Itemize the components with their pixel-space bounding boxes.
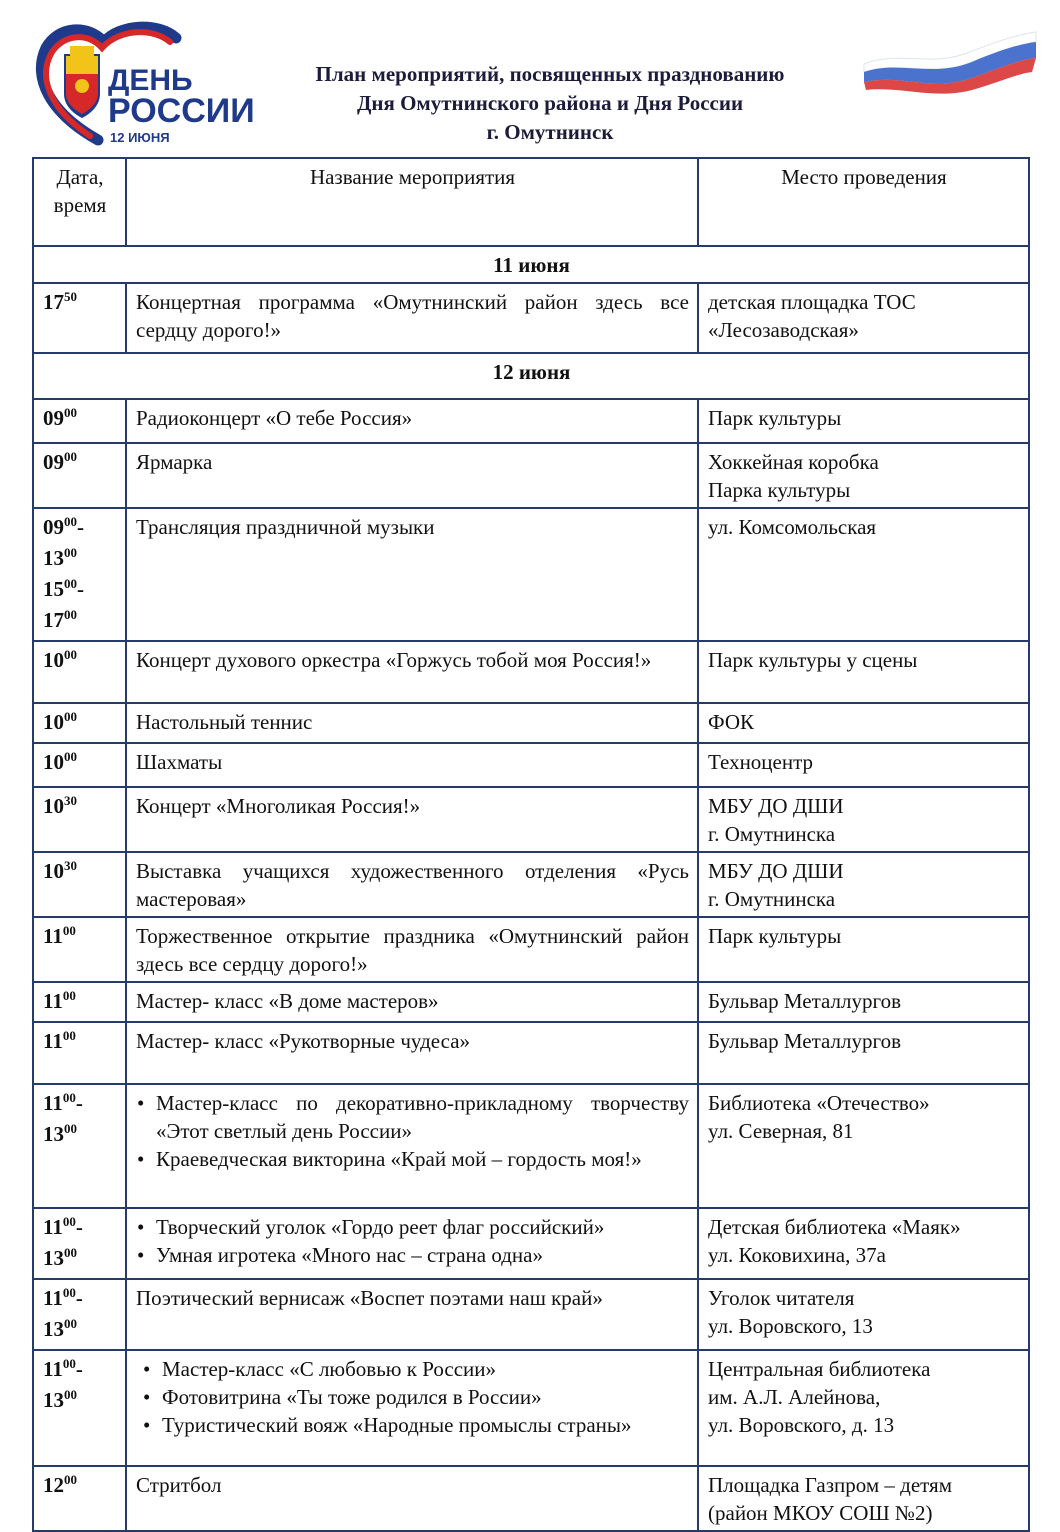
logo-line2: РОССИИ xyxy=(108,92,255,130)
table-row xyxy=(33,283,1029,353)
header-date-time xyxy=(33,158,126,246)
time-range xyxy=(43,1120,117,1151)
header-time-line: время xyxy=(53,193,107,217)
event-name: Радиоконцерт «О тебе Россия» xyxy=(126,399,698,443)
event-name: Поэтический вернисаж «Воспет поэтами наш край» xyxy=(126,1279,698,1350)
time-minutes: 00 xyxy=(64,1121,77,1136)
list-item: • Мастер-класс по декоративно-прикладному творчеству «Этот светлый день России» xyxy=(156,1089,689,1145)
time-hours: 09 xyxy=(43,515,64,539)
place-line: ул. Северная, 81 xyxy=(708,1119,854,1143)
time-minutes: 00 xyxy=(64,1472,77,1487)
time-minutes: 00 xyxy=(62,923,76,938)
event-place xyxy=(698,1208,1029,1279)
document-title xyxy=(220,60,880,147)
logo-line3: 12 ИЮНЯ xyxy=(110,130,170,145)
event-place xyxy=(698,852,1029,917)
place-line: ул. Воровского, д. 13 xyxy=(708,1413,895,1437)
table-row xyxy=(33,703,1029,743)
event-name xyxy=(126,1208,698,1279)
table-row xyxy=(33,1350,1029,1466)
place-line: Парка культуры xyxy=(708,478,851,502)
place-line: МБУ ДО ДШИ xyxy=(708,859,844,883)
time-cell xyxy=(33,703,126,743)
time-hours: 10 xyxy=(43,710,64,734)
table-row xyxy=(33,443,1029,508)
time-minutes: 00 xyxy=(64,1316,77,1331)
event-place: Бульвар Металлургов xyxy=(698,1022,1029,1084)
list-item: • Творческий уголок «Гордо реет флаг российский» xyxy=(156,1213,689,1241)
time-range xyxy=(43,606,117,637)
list-item: • Умная игротека «Много нас – страна одна» xyxy=(156,1241,689,1269)
time-minutes: 00 xyxy=(62,1356,76,1371)
day-label: 11 июня xyxy=(33,246,1029,283)
time-minutes: 00 xyxy=(64,1245,77,1260)
event-place xyxy=(698,1466,1029,1531)
day-row xyxy=(33,353,1029,399)
time-hours: 13 xyxy=(43,1317,64,1341)
event-name: Настольный теннис xyxy=(126,703,698,743)
time-range: $11^{00}-$ xyxy=(43,1214,83,1239)
event-place: Парк культуры xyxy=(698,399,1029,443)
place-line: «Лесозаводская» xyxy=(708,318,859,342)
table-row xyxy=(33,1208,1029,1279)
place-line: Детская библиотека «Маяк» xyxy=(708,1215,961,1239)
time-cell xyxy=(33,1279,126,1350)
title-line-1: План мероприятий, посвященных празднованию xyxy=(315,62,785,86)
time-range: $11^{00}-$ xyxy=(43,1356,83,1381)
time-minutes: 00 xyxy=(64,1387,77,1402)
time-range xyxy=(43,544,117,575)
time-hours: 11 xyxy=(43,1357,63,1381)
table-row xyxy=(33,508,1029,641)
table-row xyxy=(33,787,1029,852)
event-place: ФОК xyxy=(698,703,1029,743)
event-place xyxy=(698,1350,1029,1466)
time-minutes: 00 xyxy=(64,449,77,464)
time-hours: 17 xyxy=(43,290,64,314)
day-row xyxy=(33,246,1029,283)
time-cell xyxy=(33,1084,126,1208)
event-place: ул. Комсомольская xyxy=(698,508,1029,641)
event-name: Концерт духового оркестра «Горжусь тобой моя Россия!» xyxy=(126,641,698,703)
time-range: $11^{00}-$ xyxy=(43,1090,83,1115)
event-name: Концерт «Многоликая Россия!» xyxy=(126,787,698,852)
time-hours: 13 xyxy=(43,1246,64,1270)
event-list xyxy=(136,1213,689,1269)
place-line: детская площадка ТОС xyxy=(708,290,916,314)
time-minutes: 00 xyxy=(64,647,77,662)
header-date-line: Дата, xyxy=(56,165,104,189)
time-hours: 11 xyxy=(43,1091,63,1115)
title-line-2: Дня Омутнинского района и Дня России xyxy=(356,91,744,115)
time-cell xyxy=(33,917,126,982)
time-minutes: 00 xyxy=(64,576,77,591)
event-place: Техноцентр xyxy=(698,743,1029,787)
time-minutes: 00 xyxy=(62,1090,76,1105)
place-line: Хоккейная коробка xyxy=(708,450,879,474)
time-hours: 10 xyxy=(43,859,64,883)
place-line: Площадка Газпром – детям xyxy=(708,1473,952,1497)
header-place: Место проведения xyxy=(698,158,1029,246)
event-list xyxy=(136,1089,689,1173)
time-hours: 11 xyxy=(43,1215,63,1239)
time-hours: 13 xyxy=(43,1122,64,1146)
table-row xyxy=(33,982,1029,1022)
event-name: Мастер- класс «Рукотворные чудеса» xyxy=(126,1022,698,1084)
event-place xyxy=(698,787,1029,852)
table-row xyxy=(33,852,1029,917)
event-list xyxy=(136,1355,689,1439)
place-line: г. Омутнинска xyxy=(708,887,836,911)
russian-flag-ribbon-icon xyxy=(860,28,1040,100)
time-range xyxy=(43,1315,117,1346)
time-range: $15^{00}-$ xyxy=(43,576,84,601)
place-line: Библиотека «Отечество» xyxy=(708,1091,930,1115)
time-minutes: 00 xyxy=(62,988,76,1003)
event-name: Мастер- класс «В доме мастеров» xyxy=(126,982,698,1022)
time-hours: 11 xyxy=(43,1286,63,1310)
place-line: ул. Воровского, 13 xyxy=(708,1314,873,1338)
event-name xyxy=(126,1084,698,1208)
time-cell xyxy=(33,1350,126,1466)
event-name: Выставка учащихся художественного отделения «Русь мастеровая» xyxy=(126,852,698,917)
time-minutes: 00 xyxy=(62,1214,76,1229)
event-place xyxy=(698,443,1029,508)
time-hours: 10 xyxy=(43,648,64,672)
time-range xyxy=(43,1244,117,1275)
table-row xyxy=(33,399,1029,443)
place-line: Центральная библиотека xyxy=(708,1357,931,1381)
time-minutes: 00 xyxy=(62,1028,76,1043)
event-name: Торжественное открытие праздника «Омутнинский район здесь все сердцу дорого!» xyxy=(126,917,698,982)
time-hours: 11 xyxy=(43,924,63,948)
time-cell xyxy=(33,1466,126,1531)
event-place: Парк культуры у сцены xyxy=(698,641,1029,703)
time-hours: 15 xyxy=(43,577,64,601)
time-minutes: 50 xyxy=(64,289,77,304)
table-row xyxy=(33,917,1029,982)
time-minutes: 00 xyxy=(64,607,77,622)
event-name: Шахматы xyxy=(126,743,698,787)
time-cell xyxy=(33,743,126,787)
header-event-name: Название мероприятия xyxy=(126,158,698,246)
time-hours: 10 xyxy=(43,794,64,818)
time-minutes: 00 xyxy=(64,749,77,764)
table-row xyxy=(33,1022,1029,1084)
event-place xyxy=(698,1084,1029,1208)
time-cell xyxy=(33,982,126,1022)
time-cell xyxy=(33,399,126,443)
place-line: ул. Коковихина, 37а xyxy=(708,1243,886,1267)
table-row xyxy=(33,641,1029,703)
event-name: Концертная программа «Омутнинский район здесь все сердцу дорого!» xyxy=(126,283,698,353)
logo-line1: ДЕНЬ xyxy=(108,64,193,97)
event-place: Парк культуры xyxy=(698,917,1029,982)
time-hours: 11 xyxy=(43,1029,63,1053)
table-row xyxy=(33,1466,1029,1531)
list-item: • Туристический вояж «Народные промыслы страны» xyxy=(162,1411,689,1439)
events-table xyxy=(32,157,1030,1532)
coat-of-arms-icon xyxy=(64,46,100,118)
time-cell xyxy=(33,1208,126,1279)
event-name: Трансляция праздничной музыки xyxy=(126,508,698,641)
time-minutes: 00 xyxy=(62,1285,76,1300)
place-line: (район МКОУ СОШ №2) xyxy=(708,1501,933,1525)
event-name: Ярмарка xyxy=(126,443,698,508)
time-hours: 09 xyxy=(43,406,64,430)
place-line: г. Омутнинска xyxy=(708,822,836,846)
time-cell xyxy=(33,641,126,703)
time-minutes: 00 xyxy=(64,545,77,560)
event-name xyxy=(126,1350,698,1466)
event-place xyxy=(698,283,1029,353)
event-place xyxy=(698,1279,1029,1350)
place-line: Уголок читателя xyxy=(708,1286,855,1310)
time-hours: 12 xyxy=(43,1473,64,1497)
time-hours: 13 xyxy=(43,546,64,570)
time-hours: 09 xyxy=(43,450,64,474)
list-item: • Фотовитрина «Ты тоже родился в России» xyxy=(162,1383,689,1411)
time-hours: 13 xyxy=(43,1388,64,1412)
time-range xyxy=(43,1386,117,1417)
time-range: $09^{00}-$ xyxy=(43,514,84,539)
time-hours: 11 xyxy=(43,989,63,1013)
time-cell xyxy=(33,852,126,917)
time-cell xyxy=(33,443,126,508)
time-cell xyxy=(33,787,126,852)
time-range: $11^{00}-$ xyxy=(43,1285,83,1310)
time-cell xyxy=(33,283,126,353)
list-item: • Краеведческая викторина «Край мой – гордость моя!» xyxy=(156,1145,689,1173)
list-item: • Мастер-класс «С любовью к России» xyxy=(162,1355,689,1383)
event-name: Стритбол xyxy=(126,1466,698,1531)
table-row xyxy=(33,743,1029,787)
time-hours: 17 xyxy=(43,608,64,632)
place-line: им. А.Л. Алейнова, xyxy=(708,1385,881,1409)
event-place: Бульвар Металлургов xyxy=(698,982,1029,1022)
table-row xyxy=(33,1279,1029,1350)
table-header-row xyxy=(33,158,1029,246)
time-minutes: 00 xyxy=(64,405,77,420)
time-minutes: 30 xyxy=(64,793,77,808)
day-label: 12 июня xyxy=(33,353,1029,399)
title-line-3: г. Омутнинск xyxy=(486,120,614,144)
table-row xyxy=(33,1084,1029,1208)
place-line: МБУ ДО ДШИ xyxy=(708,794,844,818)
time-hours: 10 xyxy=(43,750,64,774)
time-minutes: 00 xyxy=(64,514,77,529)
time-cell xyxy=(33,508,126,641)
time-minutes: 30 xyxy=(64,858,77,873)
time-cell xyxy=(33,1022,126,1084)
time-minutes: 00 xyxy=(64,709,77,724)
